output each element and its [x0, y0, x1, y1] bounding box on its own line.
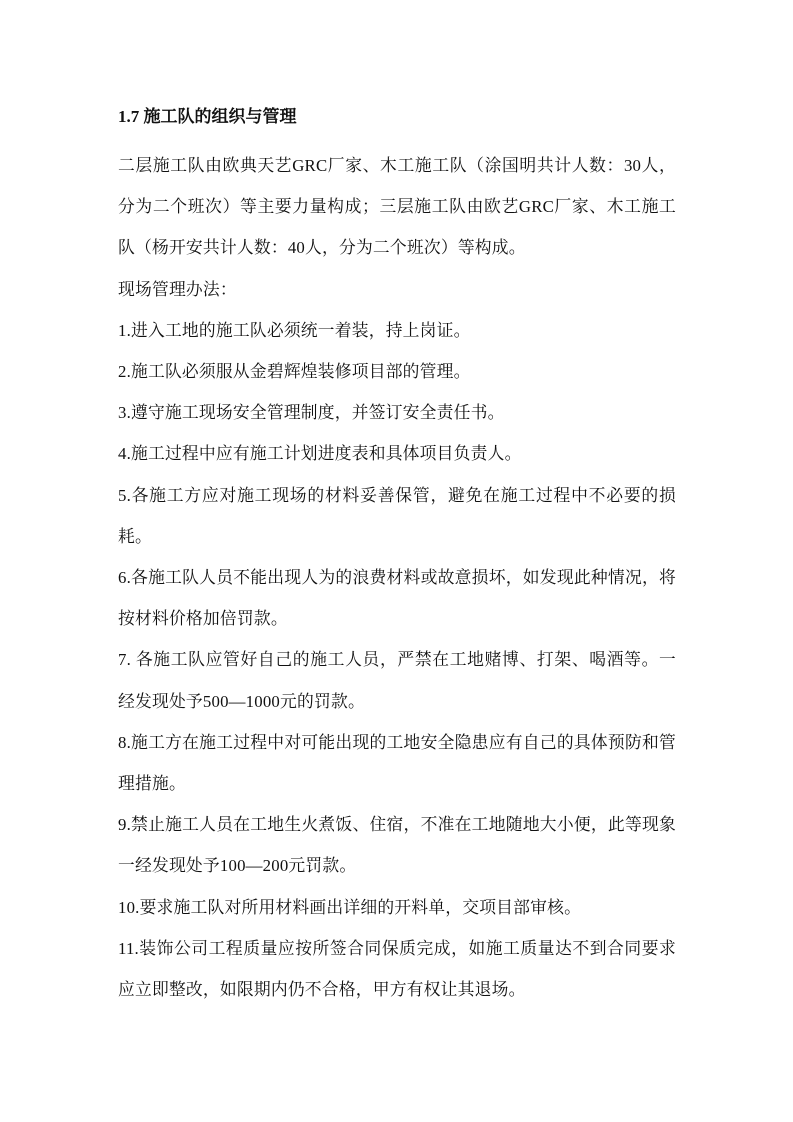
intro-paragraph: 二层施工队由欧典天艺GRC厂家、木工施工队（涂国明共计人数：30人，分为二个班次）等主要力量构成；三层施工队由欧艺GRC厂家、木工施工队（杨开安共计人数：40人，分为二个班次）等构成。	[118, 156, 676, 258]
rule-item: 4.施工过程中应有施工计划进度表和具体项目负责人。	[118, 444, 522, 464]
rule-item: 6.各施工队人员不能出现人为的浪费材料或故意损坏，如发现此种情况，将按材料价格加倍罚款。	[118, 568, 676, 629]
rule-item: 7. 各施工队应管好自己的施工人员，严禁在工地赌博、打架、喝酒等。一经发现处予500—1000元的罚款。	[118, 650, 676, 711]
document-page	[118, 104, 676, 1010]
section-heading: 1.7 施工队的组织与管理	[118, 107, 297, 126]
rule-item: 8.施工方在施工过程中对可能出现的工地安全隐患应有自己的具体预防和管理措施。	[118, 732, 676, 794]
rule-item: 10.要求施工队对所用材料画出详细的开料单，交项目部审核。	[118, 897, 582, 917]
rule-item: 11.装饰公司工程质量应按所签合同保质完成，如施工质量达不到合同要求应立即整改，如限期内仍不合格，甲方有权让其退场。	[118, 938, 676, 1000]
rule-item: 2.施工队必须服从金碧辉煌装修项目部的管理。	[118, 362, 471, 382]
rule-item: 5.各施工方应对施工现场的材料妥善保管，避免在施工过程中不必要的损耗。	[118, 485, 676, 546]
rule-item: 9.禁止施工人员在工地生火煮饭、住宿，不准在工地随地大小便，此等现象一经发现处予100—200元罚款。	[118, 815, 676, 876]
rule-item: 1.进入工地的施工队必须统一着装，持上岗证。	[118, 320, 471, 340]
rule-item: 3.遵守施工现场安全管理制度，并签订安全责任书。	[118, 403, 505, 423]
management-subheading: 现场管理办法：	[118, 279, 237, 299]
